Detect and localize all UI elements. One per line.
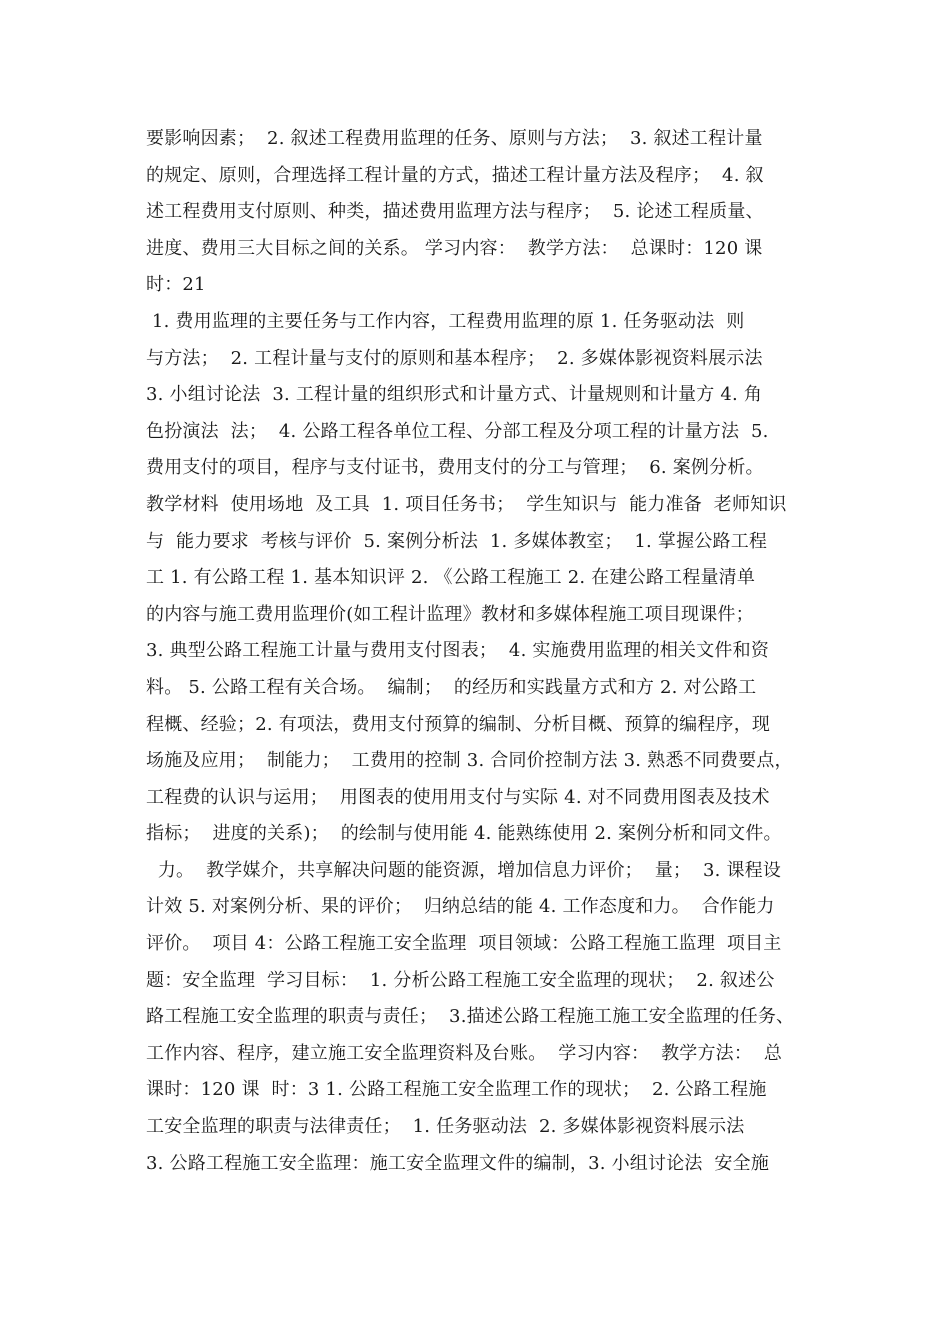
text-line: 指标； 进度的关系)； 的绘制与使用能 4. 能熟练使用 2. 案例分析和同文件。 [146,823,782,845]
text-line: 计效 5. 对案例分析、果的评价； 归纳总结的能 4. 工作态度和力。 合作能力 [146,896,775,918]
text-line: 料。 5. 公路工程有关合场。 编制； 的经历和实践量方式和方 2. 对公路工 [146,676,757,698]
text-line: 述工程费用支付原则、种类，描述费用监理方法与程序； 5. 论述工程质量、 [146,201,764,223]
text-line: 评价。 项目 4：公路工程施工安全监理 项目领域：公路工程施工监理 项目主 [146,933,782,955]
text-line: 3. 公路工程施工安全监理：施工安全监理文件的编制，3. 小组讨论法 安全施 [146,1152,770,1174]
text-line: 工安全监理的职责与法律责任； 1. 任务驱动法 2. 多媒体影视资料展示法 [146,1116,745,1138]
text-line: 3. 典型公路工程施工计量与费用支付图表； 4. 实施费用监理的相关文件和资 [146,640,770,662]
text-line: 工 1. 有公路工程 1. 基本知识评 2. 《公路工程施工 2. 在建公路工程量清单 [146,567,756,589]
text-line: 程概、经验；2. 有项法，费用支付预算的编制、分析目概、预算的编程序，现 [146,713,771,735]
text-line: 场施及应用； 制能力； 工费用的控制 3. 合同价控制方法 3. 熟悉不同费要点， [146,750,793,772]
text-line: 工作内容、程序，建立施工安全监理资料及台账。 学习内容： 教学方法： 总 [146,1042,783,1064]
text-line: 1. 费用监理的主要任务与工作内容，工程费用监理的原 1. 任务驱动法 则 [146,310,745,332]
text-line: 工程费的认识与运用； 用图表的使用用支付与实际 4. 对不同费用图表及技术 [146,786,770,808]
text-line: 色扮演法 法； 4. 公路工程各单位工程、分部工程及分项工程的计量方法 5. [146,420,769,442]
text-line: 力。 教学媒介，共享解决问题的能资源，增加信息力评价； 量； 3. 课程设 [146,859,782,881]
text-line: 与 能力要求 考核与评价 5. 案例分析法 1. 多媒体教室； 1. 掌握公路工程 [146,530,768,552]
text-line: 题：安全监理 学习目标： 1. 分析公路工程施工安全监理的现状； 2. 叙述公 [146,969,775,991]
text-line: 要影响因素； 2. 叙述工程费用监理的任务、原则与方法； 3. 叙述工程计量 [146,128,763,149]
text-line: 课时：120 课 时：3 1. 公路工程施工安全监理工作的现状； 2. 公路工程施 [146,1079,767,1101]
body-text [146,121,810,1182]
text-line: 路工程施工安全监理的职责与责任； 3.描述公路工程施工施工安全监理的任务、 [146,1006,795,1028]
text-line: 的规定、原则，合理选择工程计量的方式，描述工程计量方法及程序； 4. 叙 [146,164,764,186]
text-line: 时：21 [146,274,206,296]
text-line: 与方法； 2. 工程计量与支付的原则和基本程序； 2. 多媒体影视资料展示法 [146,347,763,369]
text-line: 教学材料 使用场地 及工具 1. 项目任务书； 学生知识与 能力准备 老师知识 [146,493,787,515]
text-line: 费用支付的项目，程序与支付证书，费用支付的分工与管理； 6. 案例分析。 [146,457,764,479]
text-line: 进度、费用三大目标之间的关系。 学习内容： 教学方法： 总课时：120 课 [146,237,763,259]
text-line: 的内容与施工费用监理价(如工程计监理》教材和多媒体程施工项目现课件； [146,603,754,625]
text-line: 3. 小组讨论法 3. 工程计量的组织形式和计量方式、计量规则和计量方 4. 角 [146,384,763,406]
